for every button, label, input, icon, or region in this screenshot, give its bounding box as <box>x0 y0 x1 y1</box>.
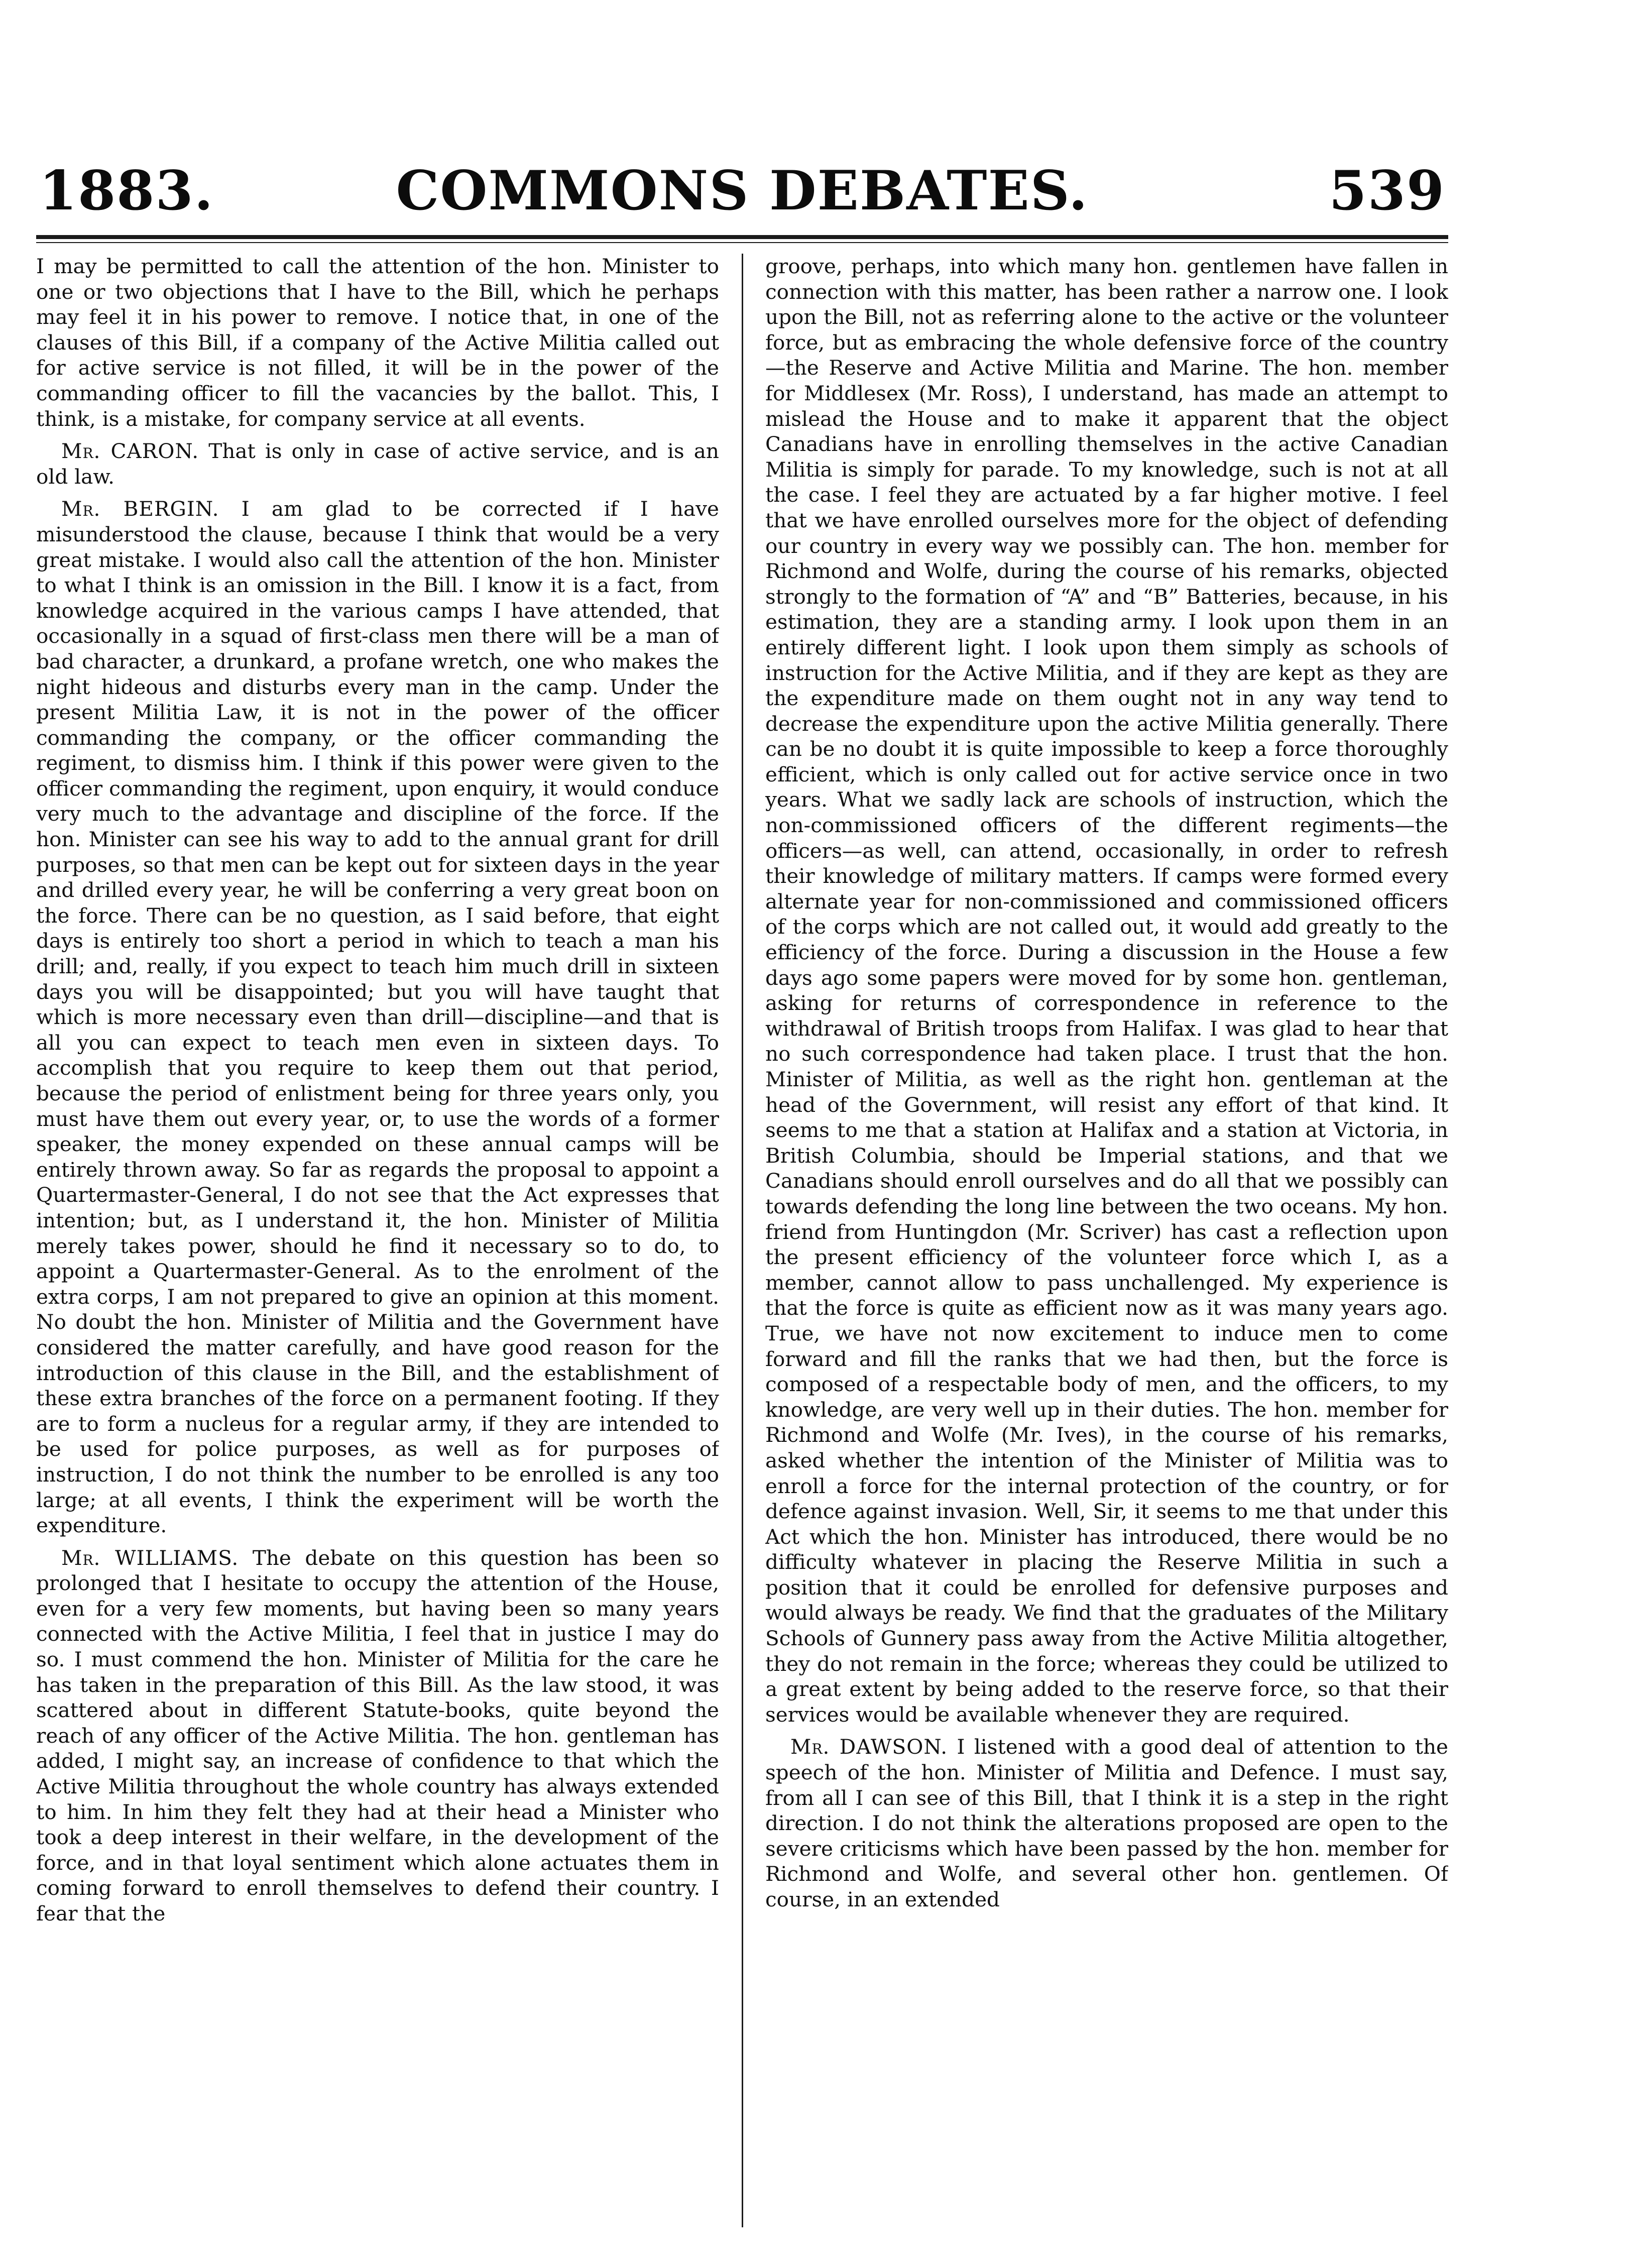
paragraph <box>36 438 719 489</box>
paragraph <box>36 1545 719 1926</box>
speaker-name: Mr. BERGIN. <box>61 497 219 521</box>
paragraph-text: groove, perhaps, into which many hon. gentlemen have fallen in connection with this matter, has been rather a narrow one. I look upon the Bill, not as referring alone to the active or the volunteer force, but as embracing the whole defensive force of the country—the Reserve and Active Militia and Marine. The hon. member for Middlesex (Mr. Ross), I understand, has made an attempt to mislead the House and to make it apparent that the object Canadians have in enrolling themselves in the active Canadian Militia is simply for parade. To my knowledge, such is not at all the case. I feel they are actuated by a far higher motive. I feel that we have enrolled ourselves more for the object of defending our country in every way we possibly can. The hon. member for Richmond and Wolfe, during the course of his remarks, objected strongly to the formation of “A” and “B” Batteries, because, in his estimation, they are a standing army. I look upon them in an entirely different light. I look upon them simply as schools of instruction for the Active Militia, and if they are kept as they are the expenditure made on them ought not in any way tend to decrease the expenditure upon the active Militia generally. There can be no doubt it is quite impossible to keep a force thoroughly efficient, which is only called out for active service once in two years. What we sadly lack are schools of instruction, which the non-commissioned officers of the different regiments—the officers—as well, can attend, occasionally, in order to refresh their knowledge of military matters. If camps were formed every alternate year for non-commissioned and commissioned officers of the corps which are not called out, it would add greatly to the efficiency of the force. During a discussion in the House a few days ago some papers were moved for by some hon. gentleman, asking for returns of correspondence in reference to the withdrawal of British troops from Halifax. I was glad to hear that no such correspondence had taken place. I trust that the hon. Minister of Militia, as well as the right hon. gentleman at the head of the Government, will resist any effort of that kind. It seems to me that a station at Halifax and a station at Victoria, in British Columbia, should be Imperial stations, and that we Canadians should enroll ourselves and do all that we possibly can towards defending the long line between the two oceans. My hon. friend from Huntingdon (Mr. Scriver) has cast a reflection upon the present efficiency of the volunteer force which I, as a member, cannot allow to pass unchallenged. My experience is that the force is quite as efficient now as it was many years ago. True, we have not now excitement to induce men to come forward and fill the ranks that we had then, but the force is composed of a respectable body of men, and the officers, to my knowledge, are very well up in their duties. The hon. member for Richmond and Wolfe (Mr. Ives), in the course of his remarks, asked whether the intention of the Minister of Militia was to enroll a force for the internal protection of the country, or for defence against invasion. Well, Sir, it seems to me that under this Act which the hon. Minister has introduced, there would be no difficulty whatever in placing the Reserve Militia in such a position that it could be enrolled for defensive purposes and would always be ready. We find that the graduates of the Military Schools of Gunnery pass away from the Active Militia altogether, they do not remain in the force; whereas they could be utilized to a great extent by being added to the reserve force, so that their services would be available whenever they are required. <box>765 254 1448 1727</box>
paragraph-text: I may be permitted to call the attention of the hon. Minister to one or two objections that I have to the Bill, which he perhaps may feel it in his power to remove. I notice that, in one of the clauses of this Bill, if a company of the Active Militia called out for active service is not filled, it will be in the power of the commanding officer to fill the vacancies by the ballot. This, I think, is a mistake, for company service at all events. <box>36 254 719 431</box>
speaker-name: Mr. CARON. <box>61 439 199 464</box>
header-rule-thin <box>36 242 1448 243</box>
paragraph-text: The debate on this question has been so prolonged that I hesitate to occupy the attention of the House, even for a very few moments, but having been so many years connected with the Active Militia, I feel that in justice I may do so. I must commend the hon. Minister of Militia for the care he has taken in the preparation of this Bill. As the law stood, it was scattered about in different Statute-books, quite beyond the reach of any officer of the Active Militia. The hon. gentleman has added, I might say, an increase of confidence to that which the Active Militia throughout the whole country has always extended to him. In him they felt they had at their head a Minister who took a deep interest in their welfare, in the development of the force, and in that loyal sentiment which alone actuates them in coming forward to enroll themselves to defend their country. I fear that the <box>36 1545 719 1925</box>
paragraph <box>36 496 719 1538</box>
page <box>36 151 1448 2235</box>
paragraph-text: That is only in case of active service, and is an old law. <box>36 439 719 489</box>
speaker-name: Mr. WILLIAMS. <box>61 1545 239 1570</box>
header-year: 1883. <box>39 159 214 222</box>
page-header <box>36 151 1448 226</box>
paragraph-text: I am glad to be corrected if I have misunderstood the clause, because I think that would be a very great mistake. I would also call the attention of the hon. Minister to what I think is an omission in the Bill. I know it is a fact, from knowledge acquired in the various camps I have attended, that occasionally in a squad of first-class men there will be a man of bad character, a drunkard, a profane wretch, one who makes the night hideous and disturbs every man in the camp. Under the present Militia Law, it is not in the power of the officer commanding the company, or the officer commanding the regiment, to dismiss him. I think if this power were given to the officer commanding the regiment, upon enquiry, it would conduce very much to the advantage and discipline of the force. If the hon. Minister can see his way to add to the annual grant for drill purposes, so that men can be kept out for sixteen days in the year and drilled every year, he will be conferring a very great boon on the force. There can be no question, as I said before, that eight days is entirely too short a period in which to teach a man his drill; and, really, if you expect to teach him much drill in sixteen days you will be disappointed; but you will have taught that which is more necessary even than drill—discipline—and that is all you can expect to teach men even in sixteen days. To accomplish that you require to keep them out that period, because the period of enlistment being for three years only, you must have them out every year, or, to use the words of a former speaker, the money expended on these annual camps will be entirely thrown away. So far as regards the proposal to appoint a Quartermaster-General, I do not see that the Act expresses that intention; but, as I understand it, the hon. Minister of Militia merely takes power, should he find it necessary so to do, to appoint a Quartermaster-General. As to the enrolment of the extra corps, I am not prepared to give an opinion at this moment. No doubt the hon. Minister of Militia and the Government have considered the matter carefully, and have good reason for the introduction of this clause in the Bill, and the establishment of these extra branches of the force on a permanent footing. If they are to form a nucleus for a regular army, if they are intended to be used for police purposes, as well as for purposes of instruction, I do not think the number to be enrolled is any too large; at all events, I think the experiment will be worth the expenditure. <box>36 497 719 1538</box>
paragraph <box>765 254 1448 1727</box>
paragraph <box>765 1734 1448 1912</box>
left-column <box>36 254 719 2232</box>
speaker-name: Mr. DAWSON. <box>790 1735 948 1759</box>
header-title: COMMONS DEBATES. <box>396 159 1089 222</box>
header-page-number: 539 <box>1329 159 1445 222</box>
column-divider <box>742 254 743 2227</box>
paragraph <box>36 254 719 431</box>
right-column <box>765 254 1448 2232</box>
header-rule <box>36 235 1448 239</box>
paragraph-text: I listened with a good deal of attention to the speech of the hon. Minister of Militia and Defence. I must say, from all I can see of this Bill, that I think it is a step in the right direction. I do not think the alterations proposed are open to the severe criticisms which have been passed by the hon. member for Richmond and Wolfe, and several other hon. gentlemen. Of course, in an extended <box>765 1735 1448 1911</box>
